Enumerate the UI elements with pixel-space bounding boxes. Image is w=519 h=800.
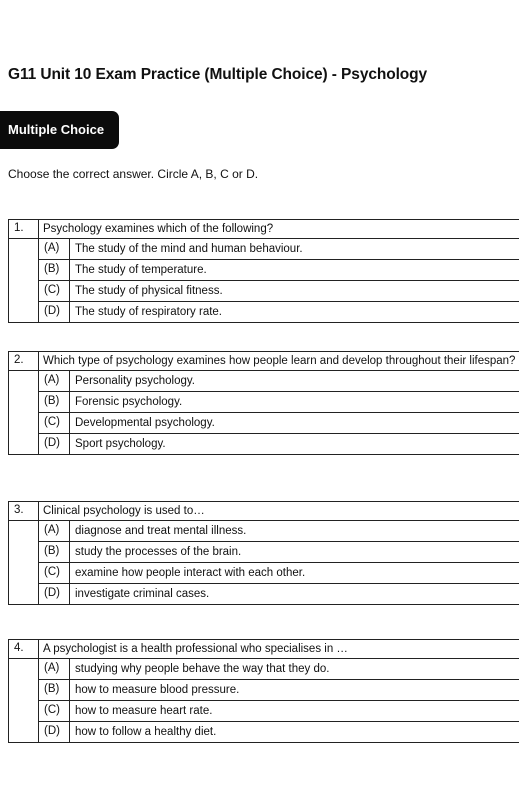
option-text[interactable]: The study of the mind and human behaviour.: [75, 243, 303, 255]
option-c[interactable]: [39, 413, 519, 434]
option-label[interactable]: (A): [39, 659, 70, 679]
option-row[interactable]: [9, 260, 519, 281]
option-a[interactable]: [39, 371, 519, 392]
option-text[interactable]: The study of respiratory rate.: [75, 306, 223, 318]
option-row[interactable]: [9, 542, 519, 563]
option-label[interactable]: (A): [39, 371, 70, 391]
option-spacer: [9, 584, 39, 605]
option-c[interactable]: [39, 281, 519, 302]
option-spacer: [9, 659, 39, 680]
option-label[interactable]: (A): [39, 239, 70, 259]
option-row[interactable]: [9, 281, 519, 302]
option-d[interactable]: [39, 722, 519, 743]
option-row[interactable]: [9, 413, 519, 434]
option-text[interactable]: The study of temperature.: [75, 264, 207, 276]
question-row: [9, 352, 519, 371]
option-spacer: [9, 701, 39, 722]
option-label[interactable]: (B): [39, 260, 70, 280]
option-spacer: [9, 302, 39, 323]
option-label[interactable]: (B): [39, 392, 70, 412]
option-label[interactable]: (D): [39, 584, 70, 604]
option-row[interactable]: [9, 434, 519, 455]
option-b[interactable]: [39, 542, 519, 563]
option-b[interactable]: [39, 392, 519, 413]
option-spacer: [9, 260, 39, 281]
option-text[interactable]: Sport psychology.: [75, 438, 166, 450]
option-a[interactable]: [39, 521, 519, 542]
question-row: [9, 640, 519, 659]
option-text[interactable]: Personality psychology.: [75, 375, 195, 387]
option-row[interactable]: [9, 521, 519, 542]
option-text[interactable]: study the processes of the brain.: [75, 546, 242, 558]
option-c[interactable]: [39, 563, 519, 584]
option-spacer: [9, 281, 39, 302]
option-label[interactable]: (B): [39, 542, 70, 562]
option-spacer: [9, 413, 39, 434]
instructions-text: Choose the correct answer. Circle A, B, C or D.: [8, 167, 259, 181]
question-3-table: [8, 501, 519, 605]
option-spacer: [9, 680, 39, 701]
option-spacer: [9, 563, 39, 584]
option-spacer: [9, 371, 39, 392]
option-row[interactable]: [9, 701, 519, 722]
option-text[interactable]: how to measure blood pressure.: [75, 684, 240, 696]
option-label[interactable]: (B): [39, 680, 70, 700]
option-spacer: [9, 239, 39, 260]
option-text[interactable]: examine how people interact with each other.: [75, 567, 306, 579]
option-a[interactable]: [39, 239, 519, 260]
question-text: Psychology examines which of the following?: [43, 223, 274, 235]
option-row[interactable]: [9, 239, 519, 260]
option-spacer: [9, 542, 39, 563]
option-text[interactable]: diagnose and treat mental illness.: [75, 525, 247, 537]
option-row[interactable]: [9, 584, 519, 605]
option-spacer: [9, 521, 39, 542]
question-row: [9, 220, 519, 239]
question-1-table: [8, 219, 519, 323]
question-text: Clinical psychology is used to…: [43, 505, 205, 517]
option-label[interactable]: (D): [39, 434, 70, 454]
option-row[interactable]: [9, 302, 519, 323]
option-label[interactable]: (C): [39, 563, 70, 583]
option-b[interactable]: [39, 680, 519, 701]
option-spacer: [9, 434, 39, 455]
option-row[interactable]: [9, 680, 519, 701]
option-label[interactable]: (D): [39, 302, 70, 322]
option-row[interactable]: [9, 563, 519, 584]
option-text[interactable]: The study of physical fitness.: [75, 285, 223, 297]
option-label[interactable]: (C): [39, 281, 70, 301]
option-text[interactable]: studying why people behave the way that they do.: [75, 663, 330, 675]
option-text[interactable]: how to measure heart rate.: [75, 705, 213, 717]
option-text[interactable]: Developmental psychology.: [75, 417, 215, 429]
question-number: 1.: [9, 220, 39, 238]
option-a[interactable]: [39, 659, 519, 680]
option-spacer: [9, 392, 39, 413]
option-spacer: [9, 722, 39, 743]
option-label[interactable]: (C): [39, 701, 70, 721]
option-label[interactable]: (D): [39, 722, 70, 742]
option-text[interactable]: Forensic psychology.: [75, 396, 183, 408]
question-text: Which type of psychology examines how people learn and develop throughout their lifespan?: [43, 355, 516, 367]
section-badge: Multiple Choice: [0, 111, 119, 149]
question-row: [9, 502, 519, 521]
option-d[interactable]: [39, 302, 519, 323]
question-number: 2.: [9, 352, 39, 370]
page-title: G11 Unit 10 Exam Practice (Multiple Choice) - Psychology: [8, 66, 428, 83]
question-text: A psychologist is a health professional who specialises in …: [43, 643, 348, 655]
option-label[interactable]: (C): [39, 413, 70, 433]
option-row[interactable]: [9, 722, 519, 743]
option-text[interactable]: investigate criminal cases.: [75, 588, 210, 600]
option-row[interactable]: [9, 659, 519, 680]
option-c[interactable]: [39, 701, 519, 722]
option-d[interactable]: [39, 584, 519, 605]
question-2-table: [8, 351, 519, 455]
question-number: 4.: [9, 640, 39, 658]
option-row[interactable]: [9, 392, 519, 413]
option-d[interactable]: [39, 434, 519, 455]
option-b[interactable]: [39, 260, 519, 281]
option-label[interactable]: (A): [39, 521, 70, 541]
question-4-table: [8, 639, 519, 743]
option-row[interactable]: [9, 371, 519, 392]
question-number: 3.: [9, 502, 39, 520]
option-text[interactable]: how to follow a healthy diet.: [75, 726, 217, 738]
